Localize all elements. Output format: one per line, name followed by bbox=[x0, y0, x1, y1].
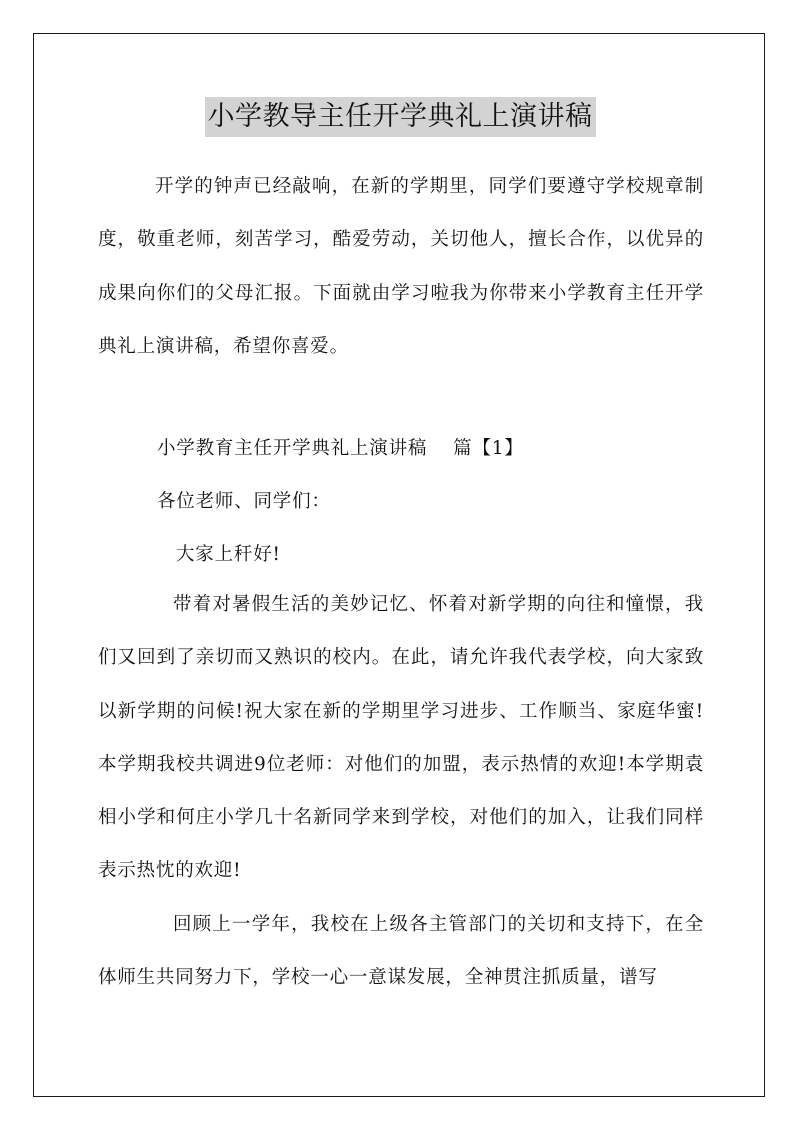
intro-paragraph: 开学的钟声已经敲响，在新的学期里，同学们要遵守学校规章制度，敬重老师，刻苦学习，酷爱劳动，关切他人，擅长合作，以优异的成果向你们的父母汇报。下面就由学习啦我为你带来小学教育主任开学典礼上演讲稿，希望你喜爱。 bbox=[98, 176, 704, 357]
section-heading: 小学教育主任开学典礼上演讲稿 篇【1】 bbox=[157, 438, 524, 459]
body-paragraph-1: 带着对暑假生活的美妙记忆、怀着对新学期的向往和憧憬，我们又回到了亲切而又熟识的校内。在此，请允许我代表学校，向大家致以新学期的问候!祝大家在新的学期里学习进步、工作顺当、家庭华蜜!本学期我校共调进9位老师：对他们的加盟，表示热情的欢迎!本学期袁相小学和何庄小学几十名新同学来到学校，对他们的加入，让我们同样表示热忱的欢迎! bbox=[98, 594, 704, 882]
body-paragraph-2: 回顾上一学年，我校在上级各主管部门的关切和支持下，在全体师生共同努力下，学校一心一意谋发展，全神贯注抓质量，谱写 bbox=[98, 914, 704, 989]
greeting: 大家上秆好! bbox=[176, 544, 281, 565]
title-container bbox=[0, 97, 800, 137]
document-title: 小学教导主任开学典礼上演讲稿 bbox=[205, 97, 596, 137]
salutation: 各位老师、同学们： bbox=[157, 491, 331, 512]
